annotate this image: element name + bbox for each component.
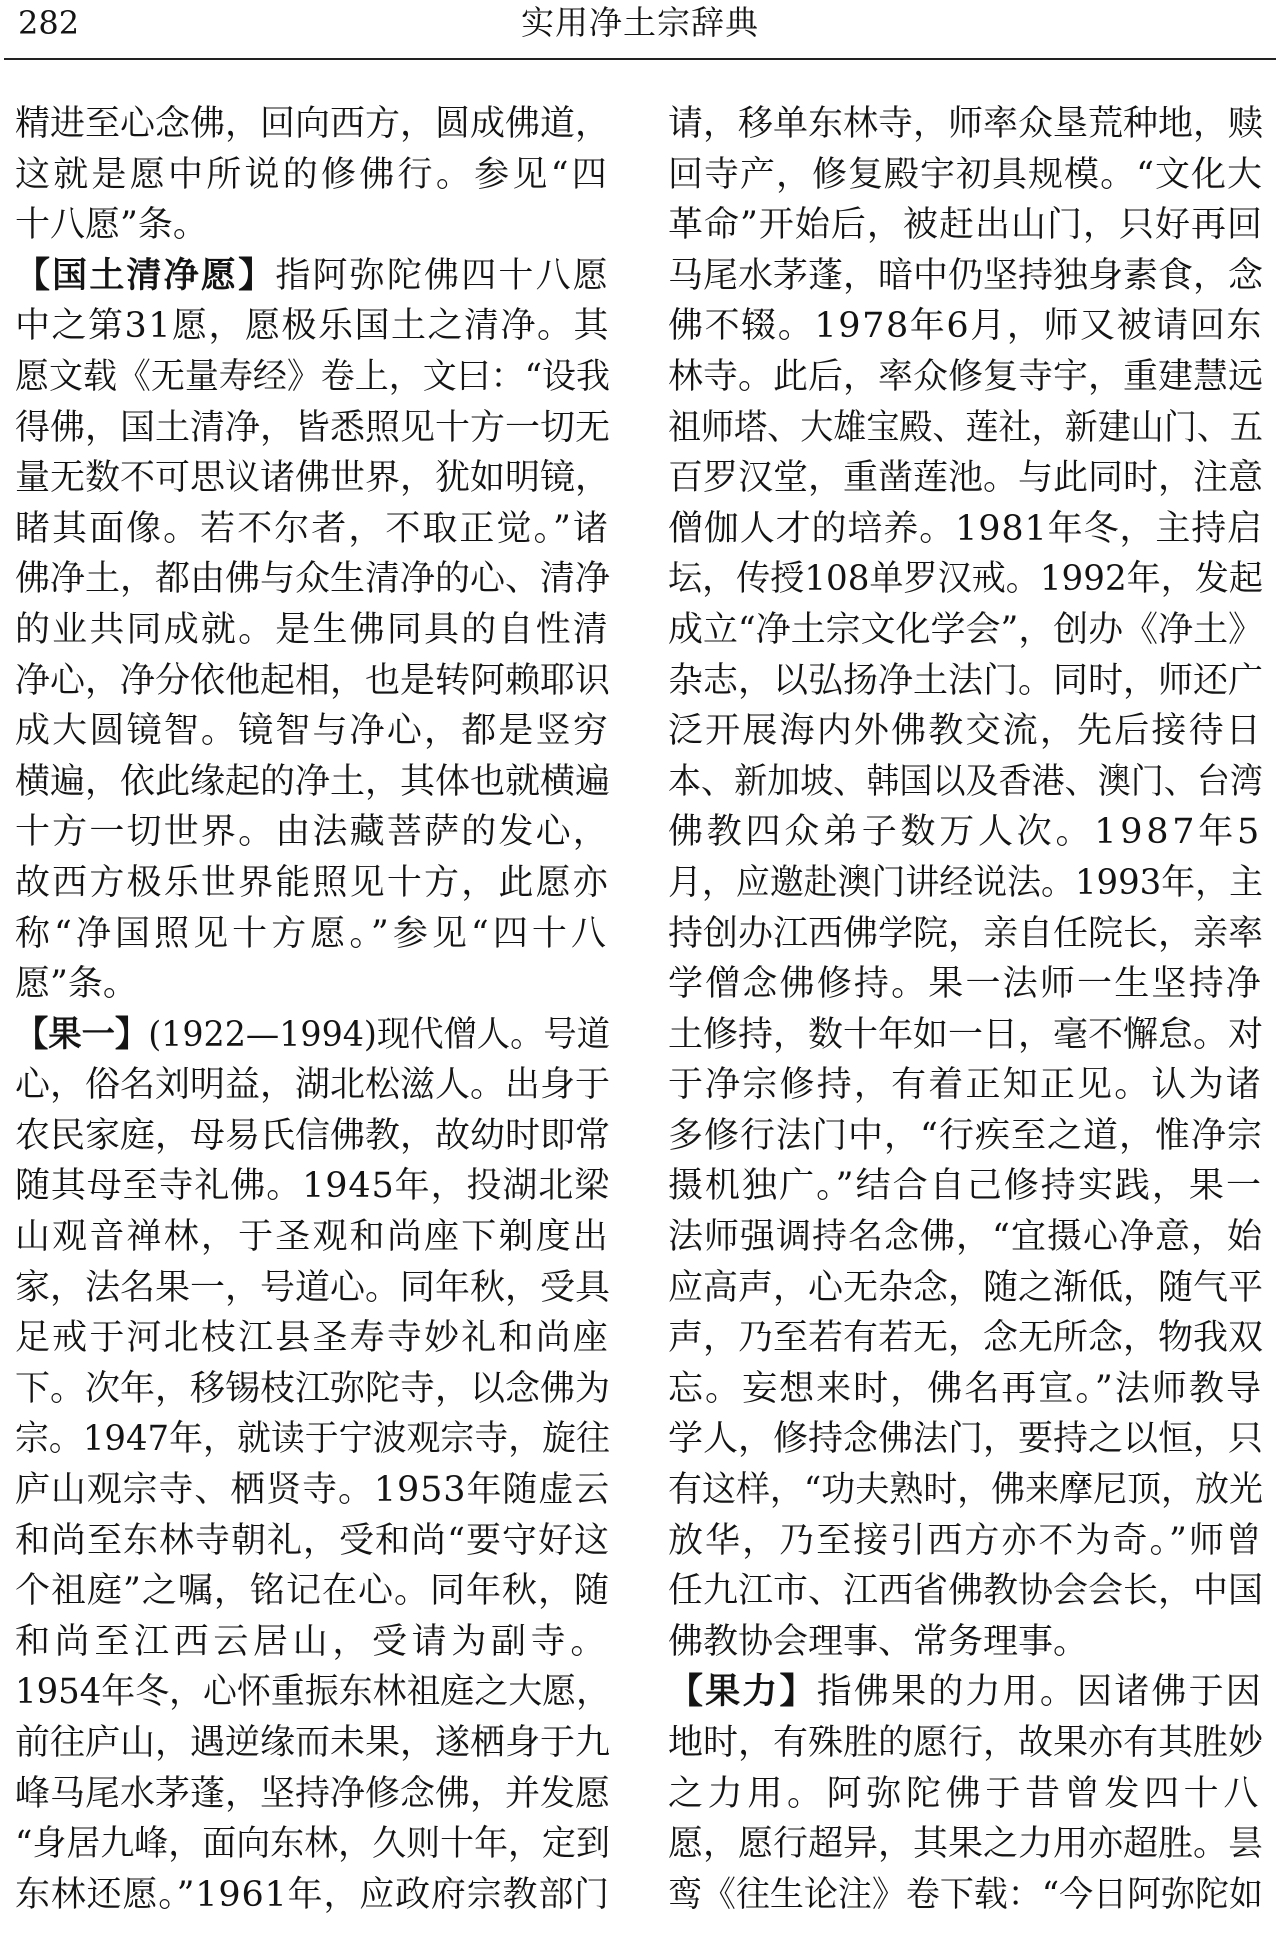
text-line xyxy=(15,251,610,302)
line-content xyxy=(15,706,610,757)
line-text: 指阿弥陀佛四十八愿 xyxy=(275,255,610,296)
text-line xyxy=(668,1769,1263,1820)
text-line xyxy=(15,1718,610,1769)
text-line xyxy=(668,1718,1263,1769)
line-content xyxy=(15,1263,610,1314)
text-line xyxy=(668,656,1263,707)
line-text: 宗。1947年，就读于宁波观宗寺，旋往 xyxy=(15,1419,610,1460)
line-text: 放华，乃至接引西方亦不为奇。”师曾 xyxy=(668,1520,1263,1561)
header-rule xyxy=(4,58,1276,60)
line-text: 故西方极乐世界能照见十方，此愿亦 xyxy=(15,862,610,903)
line-content xyxy=(668,656,1263,707)
text-line xyxy=(15,554,610,605)
line-content xyxy=(668,352,1263,403)
line-text: 这就是愿中所说的修佛行。参见“四 xyxy=(15,154,610,195)
line-content xyxy=(668,1313,1263,1364)
line-content xyxy=(15,1111,610,1162)
text-line xyxy=(668,504,1263,555)
line-text: 心，俗名刘明益，湖北松滋人。出身于 xyxy=(15,1065,610,1106)
line-text: 东林还愿。”1961年，应政府宗教部门 xyxy=(15,1874,610,1915)
line-text: 精进至心念佛，回向西方，圆成佛道， xyxy=(15,104,610,144)
text-line xyxy=(668,453,1263,504)
line-content xyxy=(668,1010,1263,1061)
line-text: 愿”条。 xyxy=(15,964,138,1005)
line-text: 横遍，依此缘起的净土，其体也就横遍 xyxy=(15,761,610,802)
text-line xyxy=(15,1819,610,1870)
text-line xyxy=(15,403,610,454)
text-line xyxy=(15,1161,610,1212)
line-text: 月，应邀赴澳门讲经说法。1993年，主 xyxy=(668,862,1263,903)
line-text: 应高声，心无杂念，随之渐低，随气平 xyxy=(668,1267,1263,1308)
text-line xyxy=(15,757,610,808)
line-text: 下。次年，移锡枝江弥陀寺，以念佛为 xyxy=(15,1368,610,1409)
text-line xyxy=(668,605,1263,656)
line-text: 摄机独广。”结合自己修持实践，果一 xyxy=(668,1166,1263,1207)
line-content xyxy=(15,200,208,251)
line-content xyxy=(15,1769,610,1820)
entry-continuation xyxy=(15,99,610,251)
text-line xyxy=(668,1364,1263,1415)
line-content xyxy=(15,1010,610,1061)
dictionary-entry xyxy=(15,1010,610,1921)
line-text: 山观音禅林，于圣观和尚座下剃度出 xyxy=(15,1217,610,1258)
entry-continuation xyxy=(668,99,1263,1667)
line-text: 任九江市、江西省佛教协会会长，中国 xyxy=(668,1571,1263,1612)
text-line xyxy=(668,1263,1263,1314)
line-content xyxy=(15,1617,610,1668)
line-content xyxy=(668,1617,1088,1668)
line-content xyxy=(668,858,1263,909)
text-line xyxy=(15,1617,610,1668)
line-content xyxy=(668,757,1263,808)
entry-headword: 【果一】 xyxy=(15,1013,149,1055)
line-text: 成立“净土宗文化学会”，创办《净土》 xyxy=(668,609,1263,650)
line-text: 庐山观宗寺、栖贤寺。1953年随虚云 xyxy=(15,1470,610,1511)
line-content xyxy=(668,1769,1263,1820)
line-content xyxy=(15,1414,610,1465)
text-line xyxy=(15,200,610,251)
line-content xyxy=(668,453,1263,504)
text-line xyxy=(668,1819,1263,1870)
line-text: 佛教四众弟子数万人次。1987年5 xyxy=(668,812,1263,853)
text-line xyxy=(668,1111,1263,1162)
line-text: 1954年冬，心怀重振东林祖庭之大愿， xyxy=(15,1672,610,1713)
line-text: 佛净土，都由佛与众生清净的心、清净 xyxy=(15,559,610,600)
text-line xyxy=(15,605,610,656)
text-line xyxy=(668,706,1263,757)
line-content xyxy=(668,504,1263,555)
line-content xyxy=(668,1263,1263,1314)
line-content xyxy=(15,1161,610,1212)
line-content xyxy=(668,554,1263,605)
line-content xyxy=(15,656,610,707)
text-line xyxy=(15,1212,610,1263)
line-content xyxy=(15,99,610,150)
line-text: 土修持，数十年如一日，毫不懈怠。对 xyxy=(668,1014,1263,1055)
text-line xyxy=(15,1667,610,1718)
text-line xyxy=(668,1060,1263,1111)
text-line xyxy=(15,858,610,909)
text-line xyxy=(15,1010,610,1061)
text-line xyxy=(668,959,1263,1010)
line-text: 家，法名果一，号道心。同年秋，受具 xyxy=(15,1267,610,1308)
line-content xyxy=(15,1465,610,1516)
line-content xyxy=(15,1212,610,1263)
text-line xyxy=(15,301,610,352)
text-line xyxy=(15,352,610,403)
text-line xyxy=(668,301,1263,352)
line-content xyxy=(668,909,1263,960)
text-line xyxy=(15,1516,610,1567)
line-content xyxy=(668,706,1263,757)
text-line xyxy=(15,150,610,201)
text-line xyxy=(15,1566,610,1617)
line-content xyxy=(668,1718,1263,1769)
line-content xyxy=(15,1819,610,1870)
line-content xyxy=(668,1060,1263,1111)
line-content xyxy=(668,1414,1263,1465)
line-content xyxy=(15,301,610,352)
line-text: 量无数不可思议诸佛世界，犹如明镜， xyxy=(15,458,610,499)
line-content xyxy=(668,1516,1263,1567)
line-content xyxy=(15,858,610,909)
text-line xyxy=(668,1212,1263,1263)
line-text: 十八愿”条。 xyxy=(15,205,208,246)
line-text: 十方一切世界。由法藏菩萨的发心， xyxy=(15,812,610,853)
entry-headword: 【果力】 xyxy=(668,1671,817,1713)
left-column xyxy=(15,99,610,1920)
line-text: 学人，修持念佛法门，要持之以恒，只 xyxy=(668,1419,1263,1460)
line-text: 忘。妄想来时，佛名再宣。”法师教导 xyxy=(668,1368,1263,1409)
line-content xyxy=(668,605,1263,656)
line-text: 个祖庭”之嘱，铭记在心。同年秋，随 xyxy=(15,1571,610,1612)
line-text: 持创办江西佛学院，亲自任院长，亲率 xyxy=(668,913,1263,954)
line-content xyxy=(15,251,610,302)
line-content xyxy=(668,1364,1263,1415)
text-line xyxy=(15,99,610,150)
line-text: “身居九峰，面向东林，久则十年，定到 xyxy=(15,1824,610,1865)
line-content xyxy=(15,1667,610,1718)
text-line xyxy=(15,1263,610,1314)
text-line xyxy=(15,1465,610,1516)
line-text: 有这样，“功夫熟时，佛来摩尼顶，放光 xyxy=(668,1470,1263,1511)
text-line xyxy=(668,200,1263,251)
line-content xyxy=(668,1870,1263,1921)
line-content xyxy=(15,1060,610,1111)
line-text: 林寺。此后，率众修复寺宇，重建慧远 xyxy=(668,356,1263,397)
text-line xyxy=(668,99,1263,150)
running-title: 实用净土宗辞典 xyxy=(521,3,759,42)
line-text: 百罗汉堂，重凿莲池。与此同时，注意 xyxy=(668,458,1263,499)
line-content xyxy=(668,959,1263,1010)
text-line xyxy=(668,1617,1263,1668)
line-content xyxy=(668,1566,1263,1617)
line-content xyxy=(15,959,138,1010)
line-text: 本、新加坡、韩国以及香港、澳门、台湾 xyxy=(668,761,1263,802)
page-number: 282 xyxy=(18,4,80,42)
line-content xyxy=(15,1364,610,1415)
text-line xyxy=(15,706,610,757)
text-line xyxy=(668,1313,1263,1364)
line-text: 净心，净分依他起相，也是转阿赖耶识 xyxy=(15,660,610,701)
line-text: 和尚至东林寺朝礼，受和尚“要守好这 xyxy=(15,1520,610,1561)
line-text: 马尾水茅蓬，暗中仍坚持独身素食，念 xyxy=(668,255,1263,296)
line-text: 佛不辍。1978年6月，师又被请回东 xyxy=(668,306,1263,347)
line-text: (1922—1994)现代僧人。号道 xyxy=(148,1014,610,1055)
line-text: 多修行法门中，“行疾至之道，惟净宗 xyxy=(668,1115,1263,1156)
line-content xyxy=(668,1819,1263,1870)
line-text: 随其母至寺礼佛。1945年，投湖北梁 xyxy=(15,1166,610,1207)
line-text: 声，乃至若有若无，念无所念，物我双 xyxy=(668,1318,1263,1359)
line-text: 泛开展海内外佛教交流，先后接待日 xyxy=(668,711,1263,752)
line-text: 农民家庭，母易氏信佛教，故幼时即常 xyxy=(15,1115,610,1156)
line-content xyxy=(15,453,610,504)
text-line xyxy=(15,1060,610,1111)
text-line xyxy=(668,1010,1263,1061)
line-content xyxy=(15,807,610,858)
text-line xyxy=(668,251,1263,302)
line-content xyxy=(668,1667,1263,1718)
line-text: 足戒于河北枝江县圣寿寺妙礼和尚座 xyxy=(15,1318,610,1359)
line-text: 峰马尾水茅蓬，坚持净修念佛，并发愿 xyxy=(15,1773,610,1814)
text-line xyxy=(15,1414,610,1465)
line-text: 指佛果的力用。因诸佛于因 xyxy=(816,1672,1263,1713)
text-line xyxy=(668,403,1263,454)
text-line xyxy=(668,1414,1263,1465)
text-line xyxy=(668,909,1263,960)
line-text: 于净宗修持，有着正知正见。认为诸 xyxy=(668,1065,1263,1106)
text-line xyxy=(15,1769,610,1820)
text-line xyxy=(668,1667,1263,1718)
line-text: 祖师塔、大雄宝殿、莲社，新建山门、五 xyxy=(668,407,1263,448)
line-text: 学僧念佛修持。果一法师一生坚持净 xyxy=(668,964,1263,1005)
line-content xyxy=(15,150,610,201)
line-text: 请，移单东林寺，师率众垦荒种地，赎 xyxy=(668,104,1263,144)
text-line xyxy=(15,1313,610,1364)
line-content xyxy=(15,605,610,656)
entry-headword: 【国土清净愿】 xyxy=(15,254,276,296)
line-content xyxy=(668,301,1263,352)
line-content xyxy=(668,99,1263,150)
line-text: 睹其面像。若不尔者，不取正觉。”诸 xyxy=(15,508,610,549)
text-line xyxy=(15,807,610,858)
text-line xyxy=(15,909,610,960)
line-text: 愿，愿行超异，其果之力用亦超胜。昙 xyxy=(668,1824,1263,1865)
line-content xyxy=(15,1870,610,1921)
text-line xyxy=(668,807,1263,858)
line-text: 愿文载《无量寿经》卷上，文曰：“设我 xyxy=(15,356,610,397)
line-content xyxy=(668,807,1263,858)
line-text: 杂志，以弘扬净土法门。同时，师还广 xyxy=(668,660,1263,701)
text-line xyxy=(668,1161,1263,1212)
line-text: 之力用。阿弥陀佛于昔曾发四十八 xyxy=(668,1773,1263,1814)
text-line xyxy=(668,1870,1263,1921)
text-line xyxy=(15,1364,610,1415)
text-line xyxy=(668,1566,1263,1617)
line-content xyxy=(668,1212,1263,1263)
line-content xyxy=(668,150,1263,201)
line-content xyxy=(668,403,1263,454)
text-line xyxy=(15,1111,610,1162)
line-content xyxy=(668,1161,1263,1212)
line-content xyxy=(15,403,610,454)
line-content xyxy=(15,909,610,960)
dictionary-entry xyxy=(668,1667,1263,1920)
right-column xyxy=(668,99,1263,1920)
text-line xyxy=(15,656,610,707)
line-text: 地时，有殊胜的愿行，故果亦有其胜妙 xyxy=(668,1723,1263,1763)
text-line xyxy=(15,453,610,504)
text-line xyxy=(668,1516,1263,1567)
text-line xyxy=(15,1870,610,1921)
line-text: 得佛，国土清净，皆悉照见十方一切无 xyxy=(15,407,610,448)
text-line xyxy=(668,858,1263,909)
line-text: 僧伽人才的培养。1981年冬，主持启 xyxy=(668,508,1263,549)
line-text: 革命”开始后，被赶出山门，只好再回 xyxy=(668,205,1263,246)
line-text: 前往庐山，遇逆缘而未果，遂栖身于九 xyxy=(15,1723,610,1763)
line-text: 回寺产，修复殿宇初具规模。“文化大 xyxy=(668,154,1263,195)
text-line xyxy=(15,504,610,555)
line-content xyxy=(15,757,610,808)
text-line xyxy=(668,757,1263,808)
line-content xyxy=(668,1111,1263,1162)
line-content xyxy=(15,352,610,403)
dictionary-entry xyxy=(15,251,610,1010)
line-text: 法师强调持名念佛，“宜摄心净意，始 xyxy=(668,1217,1263,1258)
line-text: 中之第31愿，愿极乐国土之清净。其 xyxy=(15,306,610,347)
line-text: 佛教协会理事、常务理事。 xyxy=(668,1621,1089,1662)
line-text: 坛，传授108单罗汉戒。1992年，发起 xyxy=(668,559,1263,600)
line-content xyxy=(15,1313,610,1364)
line-content xyxy=(15,1516,610,1567)
line-content xyxy=(15,554,610,605)
line-text: 称“净国照见十方愿。”参见“四十八 xyxy=(15,913,610,954)
line-content xyxy=(15,504,610,555)
line-text: 成大圆镜智。镜智与净心，都是竖穷 xyxy=(15,711,610,752)
text-line xyxy=(668,1465,1263,1516)
text-line xyxy=(668,150,1263,201)
line-content xyxy=(668,251,1263,302)
line-content xyxy=(668,1465,1263,1516)
line-text: 鸾《往生论注》卷下载：“今日阿弥陀如 xyxy=(668,1874,1263,1915)
line-text: 和尚至江西云居山，受请为副寺。 xyxy=(15,1621,610,1662)
text-line xyxy=(668,352,1263,403)
text-line xyxy=(668,554,1263,605)
line-content xyxy=(15,1718,610,1769)
line-content xyxy=(668,200,1263,251)
line-content xyxy=(15,1566,610,1617)
line-text: 的业共同成就。是生佛同具的自性清 xyxy=(15,609,610,650)
text-line xyxy=(15,959,610,1010)
